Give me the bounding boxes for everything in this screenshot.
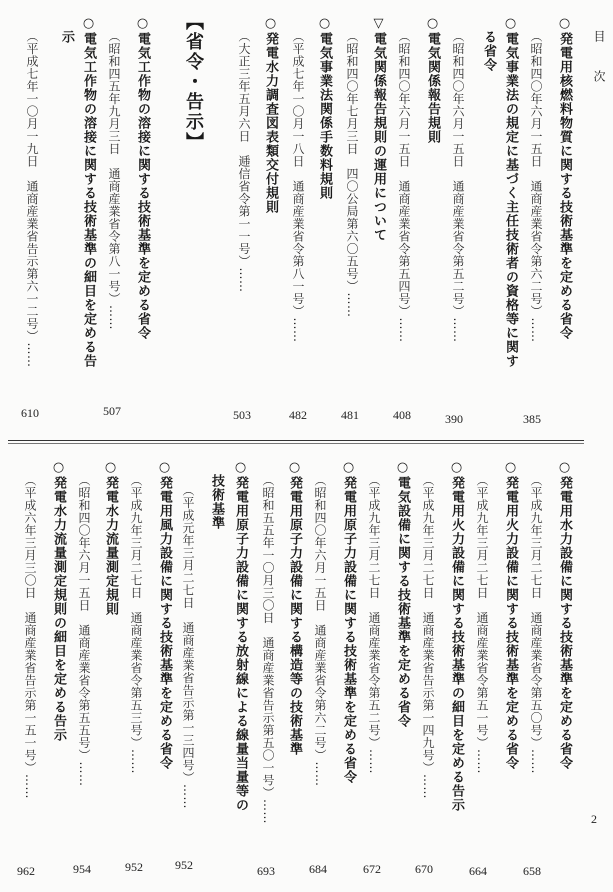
entry-page: 408	[393, 408, 411, 422]
entry-title[interactable]: ○電気事業法の規定に基づく主任技術者の資格等に関す	[503, 16, 518, 368]
entry-title[interactable]: ○発電用火力設備に関する技術基準を定める省令	[503, 460, 518, 770]
entry-title[interactable]: ○発電用核燃料物質に関する技術基準を定める省令	[557, 16, 572, 340]
entry-title-cont[interactable]: る省令	[481, 30, 496, 72]
entry-page: 503	[233, 408, 251, 422]
entry-date: （平成九年三月二七日 通商産業省令第五三号）……	[129, 474, 143, 774]
entry-page: 390	[445, 412, 463, 426]
entry-page: 658	[523, 864, 541, 878]
entry-title-cont[interactable]: 示	[59, 30, 74, 44]
entry-title[interactable]: ○発電水力流量測定規則の細目を定める告示	[51, 460, 66, 742]
entry-page: 952	[175, 858, 193, 872]
entry-date: （平成九年三月二七日 通商産業省令第五〇号）……	[529, 474, 543, 774]
section-heading: 【省令・告示】	[183, 12, 204, 152]
entry-date: （平成六年三月三〇日 通商産業省告示第一五一号）……	[23, 474, 37, 799]
entry-title[interactable]: ○発電用風力設備に関する技術基準を定める省令	[157, 460, 172, 770]
entry-date: （昭和四五年九月三日 通商産業省令第八一号）……	[107, 30, 121, 330]
section-divider-shadow	[8, 443, 584, 444]
entry-title[interactable]: ○電気事業法関係手数料規則	[317, 16, 332, 200]
entry-page: 962	[17, 864, 35, 878]
entry-title[interactable]: ○発電用原子力設備に関する構造等の技術基準	[287, 460, 302, 756]
entry-date: （平成九年三月二七日 通商産業省告示第一四九号）……	[421, 474, 435, 799]
entry-title[interactable]: ○発電用原子力設備に関する放射線による線量当量等の	[233, 460, 248, 812]
entry-page: 952	[125, 860, 143, 874]
entry-page: 693	[257, 864, 275, 878]
entry-title[interactable]: ○電気工作物の溶接に関する技術基準を定める省令	[135, 16, 150, 340]
entry-page: 507	[103, 404, 121, 418]
entry-page: 670	[415, 862, 433, 876]
entry-page: 672	[363, 862, 381, 876]
entry-date: （昭和四〇年六月一五日 通商産業省令第五五号）……	[77, 474, 91, 787]
entry-title-cont[interactable]: 技術基準	[209, 474, 224, 530]
entry-page: 954	[73, 862, 91, 876]
entry-date: （平成七年一〇月一九日 通商産業省告示第六一二号）……	[25, 30, 39, 368]
entry-page: 664	[469, 864, 487, 878]
entry-date: （昭和四〇年六月一五日 通商産業省令第五二号）……	[451, 30, 465, 343]
entry-date: （平成九年三月二七日 通商産業省令第五一号）……	[475, 474, 489, 774]
entry-date: （昭和四〇年六月一五日 通商産業省令第六二号）……	[529, 30, 543, 343]
entry-page: 481	[341, 408, 359, 422]
entry-page: 684	[309, 862, 327, 876]
entry-date: （昭和四〇年六月一五日 通商産業省令第六二号）……	[313, 474, 327, 787]
entry-date: （平成九年三月二七日 通商産業省令第五二号）……	[367, 474, 381, 774]
section-divider	[8, 440, 584, 441]
entry-title[interactable]: ○発電用原子力設備に関する技術基準を定める省令	[341, 460, 356, 784]
entry-date: （大正三年五月六日 逓信省令第一一号）……	[237, 30, 251, 293]
entry-page: 385	[523, 412, 541, 426]
entry-title[interactable]: ○発電水力流量測定規則	[103, 460, 118, 616]
entry-date: （昭和四〇年七月三日 四〇公局第六〇五号）……	[345, 30, 359, 318]
entry-title[interactable]: ○発電水力調査図表類交付規則	[263, 16, 278, 214]
entry-title[interactable]: ○電気工作物の溶接に関する技術基準の細目を定める告	[81, 16, 96, 368]
entry-page: 482	[289, 408, 307, 422]
entry-title[interactable]: ○発電用水力設備に関する技術基準を定める省令	[557, 460, 572, 770]
entry-title[interactable]: ▽電気関係報告規則の運用について	[371, 16, 386, 242]
entry-title[interactable]: ○電気設備に関する技術基準を定める省令	[395, 460, 410, 728]
entry-title[interactable]: ○発電用火力設備に関する技術基準の細目を定める告示	[449, 460, 464, 812]
toc-heading: 目 次	[592, 30, 606, 94]
entry-page: 610	[21, 406, 39, 420]
entry-date: （平成七年一〇月一八日 通商産業省令第八一号）……	[291, 30, 305, 343]
entry-date: （平成元年三月二七日 通商産業省告示第一三四号）……	[181, 484, 195, 809]
entry-date: （昭和四〇年六月一五日 通商産業省令第五四号）……	[397, 30, 411, 343]
entry-title[interactable]: ○電気関係報告規則	[425, 16, 440, 144]
page-number: 2	[591, 812, 597, 826]
entry-date: （昭和五五年一〇月三〇日 通商産業省告示第五〇一号）……	[261, 474, 275, 824]
